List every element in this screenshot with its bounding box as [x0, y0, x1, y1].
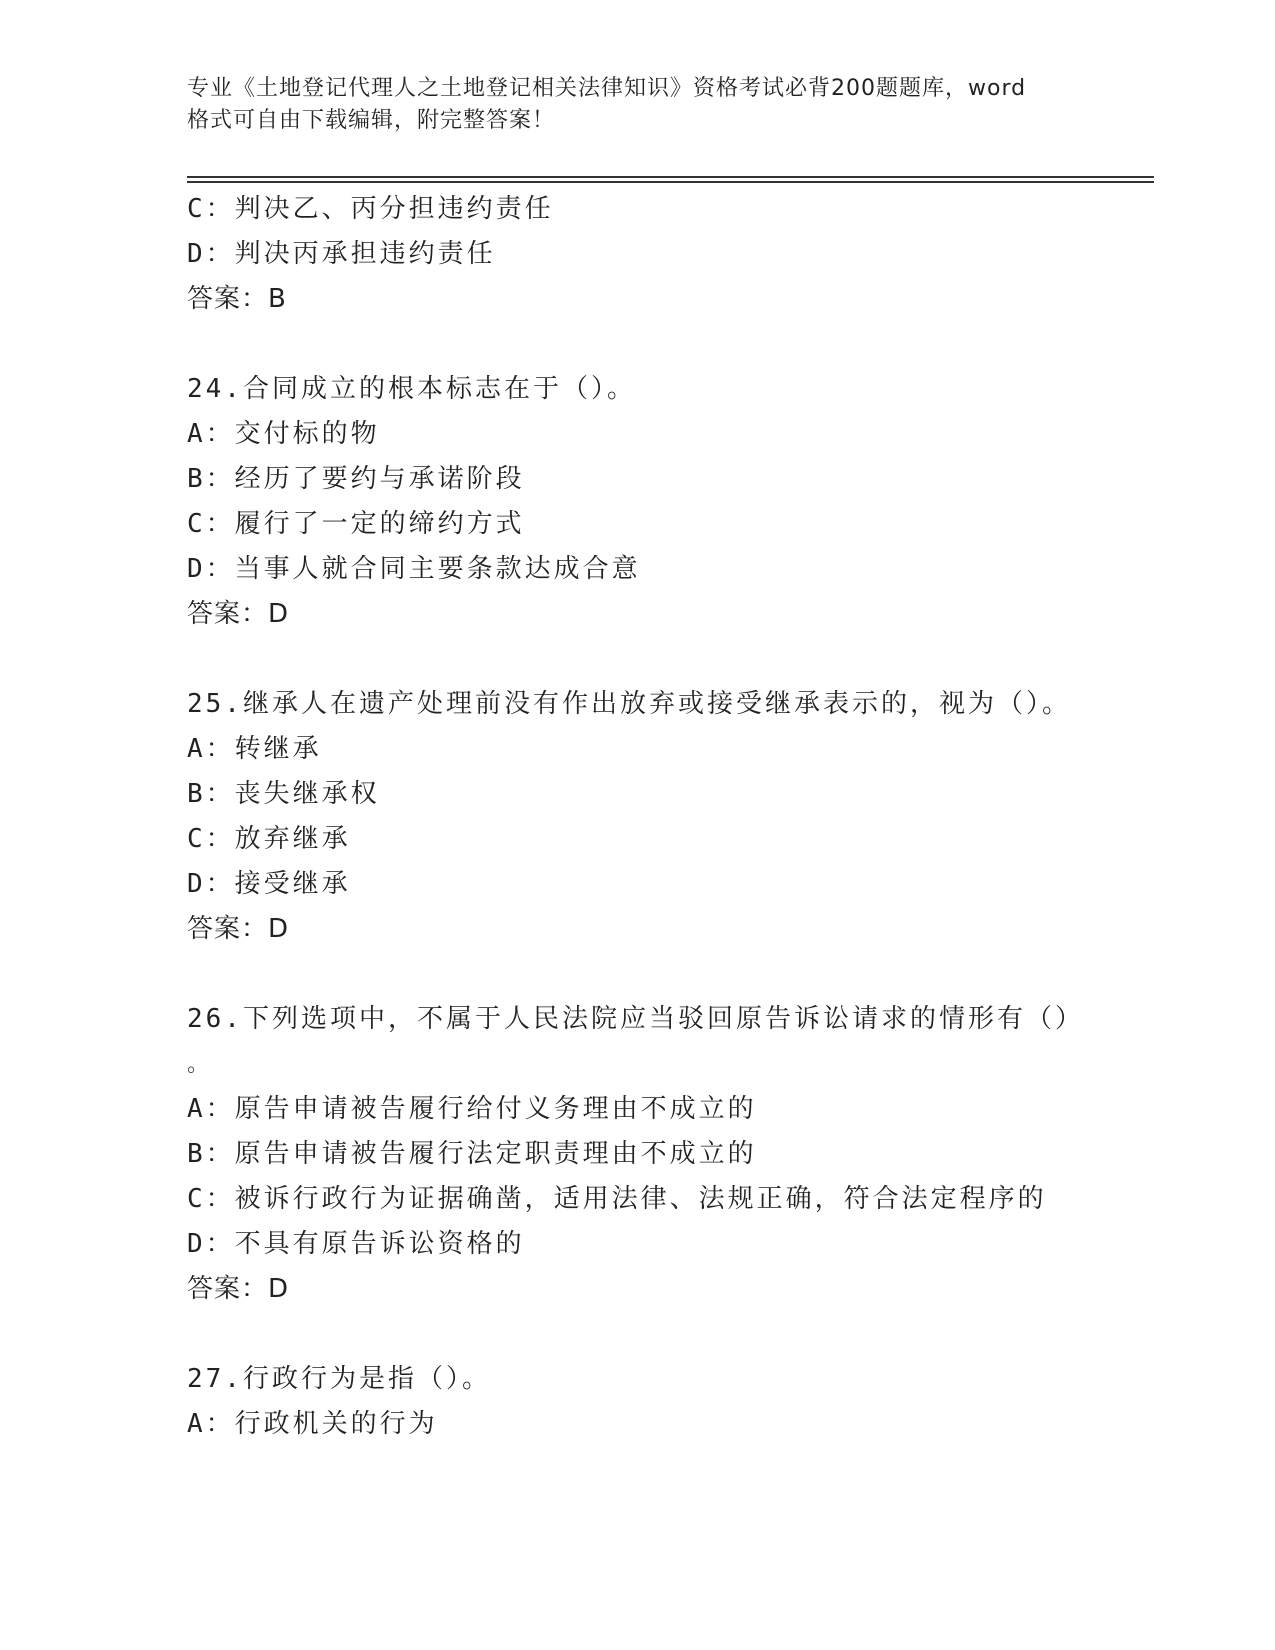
- document-header: [187, 73, 1087, 137]
- question-26: [187, 997, 1087, 1312]
- answer: 答案：B: [187, 284, 287, 314]
- question-stem: 24.合同成立的根本标志在于（）。: [187, 374, 636, 404]
- header-title-line-2: 格式可自由下载编辑，附完整答案！: [187, 108, 556, 133]
- question-25: [187, 682, 1087, 952]
- option-c: C：被诉行政行为证据确凿，适用法律、法规正确，符合法定程序的: [187, 1184, 1047, 1214]
- option-a: A：交付标的物: [187, 419, 380, 449]
- question-27: [187, 1357, 1087, 1447]
- question-stem: 27.行政行为是指（）。: [187, 1364, 491, 1394]
- question-stem: 26.下列选项中，不属于人民法院应当驳回原告诉讼请求的情形有（）: [187, 1004, 1084, 1034]
- question-23: [187, 187, 1087, 322]
- answer: 答案：D: [187, 599, 290, 629]
- option-d: D：判决丙承担违约责任: [187, 239, 496, 269]
- option-d: D：当事人就合同主要条款达成合意: [187, 554, 641, 584]
- option-b: B：原告申请被告履行法定职责理由不成立的: [187, 1139, 757, 1169]
- option-d: D：接受继承: [187, 869, 351, 899]
- spacer: [187, 322, 1087, 367]
- spacer: [187, 952, 1087, 997]
- option-c: C：履行了一定的缔约方式: [187, 509, 525, 539]
- option-d: D：不具有原告诉讼资格的: [187, 1229, 525, 1259]
- answer: 答案：D: [187, 914, 290, 944]
- option-c: C：放弃继承: [187, 824, 351, 854]
- answer: 答案：D: [187, 1274, 290, 1304]
- spacer: [187, 637, 1087, 682]
- option-a: A：原告申请被告履行给付义务理由不成立的: [187, 1094, 757, 1124]
- option-a: A：行政机关的行为: [187, 1409, 438, 1439]
- option-c: C：判决乙、丙分担违约责任: [187, 194, 554, 224]
- question-stem: 25.继承人在遗产处理前没有作出放弃或接受继承表示的，视为（）。: [187, 689, 1071, 719]
- question-list: [187, 187, 1087, 1447]
- option-b: B：丧失继承权: [187, 779, 380, 809]
- header-title-line-1: 专业《土地登记代理人之土地登记相关法律知识》资格考试必背200题题库，word: [187, 76, 1027, 101]
- header-divider-top: [187, 176, 1154, 178]
- question-stem-continuation: 。: [187, 1052, 213, 1077]
- option-b: B：经历了要约与承诺阶段: [187, 464, 525, 494]
- question-24: [187, 367, 1087, 637]
- header-divider-bottom: [187, 181, 1154, 183]
- option-a: A：转继承: [187, 734, 322, 764]
- spacer: [187, 1312, 1087, 1357]
